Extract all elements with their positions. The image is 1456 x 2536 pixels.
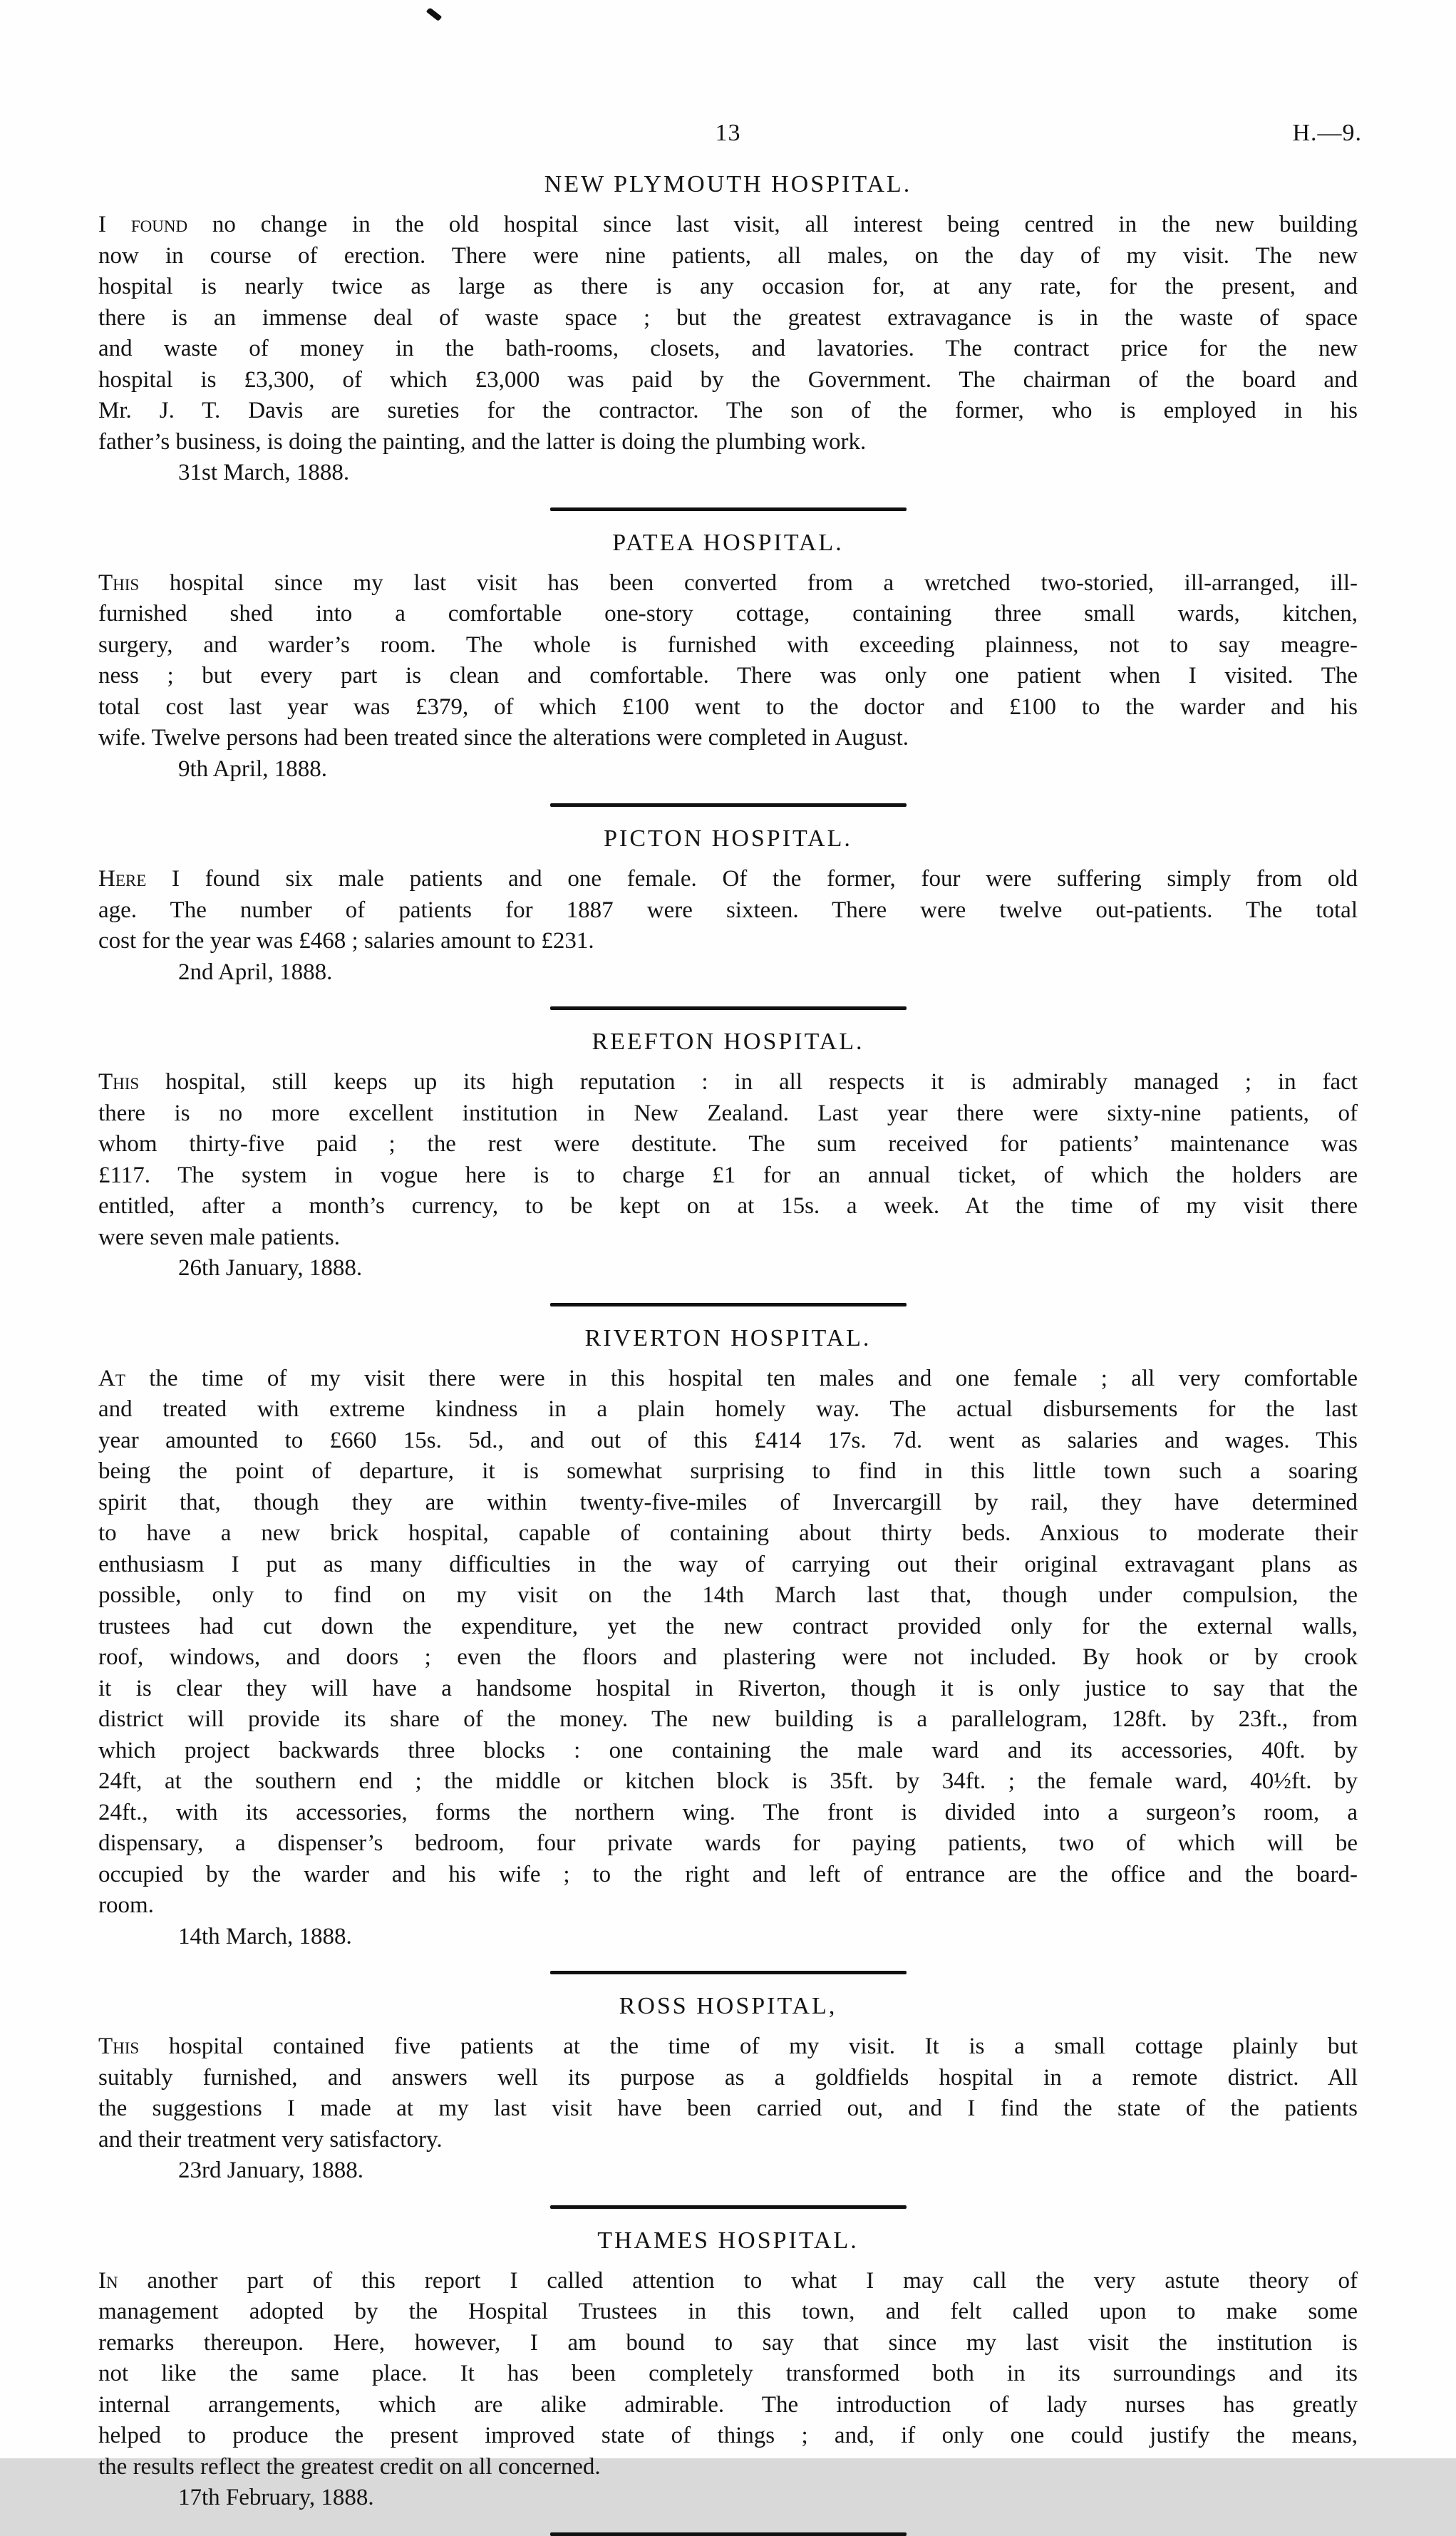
section-paragraph (98, 1067, 1358, 1253)
paragraph-line: internal arrangements, which are alike admirable. The introduction of lady nurses has greatly (98, 2391, 1358, 2418)
section-date: 23rd January, 1888. (178, 2158, 363, 2183)
paragraph-line: which project backwards three blocks : one containing the male ward and its accessories, 40ft. by (98, 1737, 1358, 1763)
paragraph-line: cost for the year was £468 ; salaries amount to £231. (98, 928, 594, 954)
section-paragraph (98, 2031, 1358, 2155)
paragraph-line: age. The number of patients for 1887 were sixteen. There were twelve out-patients. The total (98, 897, 1358, 923)
paragraph-line: district will provide its share of the money. The new building is a parallelogram, 128ft. by 23ft., from (98, 1706, 1358, 1732)
section-divider-rule (550, 1303, 907, 1306)
paragraph-line: Here I found six male patients and one female. Of the former, four were suffering simply from old (98, 866, 1358, 892)
paragraph-line: there is an immense deal of waste space ; but the greatest extravagance is in the waste of space (98, 304, 1358, 331)
paragraph-line: management adopted by the Hospital Trustees in this town, and felt called upon to make some (98, 2299, 1358, 2324)
paragraph-line: This hospital since my last visit has been converted from a wretched two-storied, ill-arranged, ill- (98, 569, 1358, 596)
section-date: 9th April, 1888. (178, 756, 328, 782)
section-divider-rule (550, 1971, 907, 1974)
lead-word: This (98, 569, 140, 596)
section-heading: THAMES HOSPITAL. (597, 2227, 859, 2254)
paragraph-line: I found no change in the old hospital since last visit, all interest being centred in the new building (98, 212, 1358, 237)
text-column (98, 0, 1362, 2536)
paragraph-line: to have a new brick hospital, capable of containing about thirty beds. Anxious to moderate their (98, 1520, 1358, 1546)
section-ross-hospital (98, 1993, 1358, 2209)
paragraph-line: suitably furnished, and answers well its purpose as a goldfields hospital in a remote district. All (98, 2064, 1358, 2091)
section-new-plymouth-hospital (98, 171, 1358, 511)
lead-word: Here (98, 866, 147, 892)
section-date: 26th January, 1888. (178, 1255, 363, 1281)
paragraph-line: occupied by the warder and his wife ; to the right and left of entrance are the office and the board- (98, 1861, 1358, 1887)
paragraph-line: ness ; but every part is clean and comfortable. There was only one patient when I visited. The (98, 663, 1358, 689)
paragraph-line: were seven male patients. (98, 1224, 341, 1250)
section-date: 14th March, 1888. (178, 1923, 352, 1949)
paragraph-line: room. (98, 1892, 154, 1918)
section-date: 17th February, 1888. (178, 2485, 374, 2510)
lead-word: In (98, 2267, 118, 2294)
paragraph-line: hospital is nearly twice as large as there is any occasion for, at any rate, for the present, and (98, 274, 1358, 299)
paragraph-line: there is no more excellent institution in New Zealand. Last year there were sixty-nine patients, of (98, 1100, 1358, 1126)
lead-word: I found (98, 212, 188, 237)
paragraph-line: spirit that, though they are within twenty-five-miles of Invercargill by rail, they have determined (98, 1489, 1358, 1515)
section-paragraph (98, 2266, 1358, 2483)
paragraph-line: surgery, and warder’s room. The whole is furnished with exceeding plainness, not to say meagre- (98, 632, 1358, 658)
paragraph-line: trustees had cut down the expenditure, yet the new contract provided only for the external walls, (98, 1613, 1358, 1639)
paragraph-line: father’s business, is doing the painting, and the latter is doing the plumbing work. (98, 428, 867, 455)
section-patea-hospital (98, 530, 1358, 808)
section-paragraph (98, 864, 1358, 957)
paragraph-line: total cost last year was £379, of which £100 went to the doctor and £100 to the warder and his (98, 694, 1358, 720)
section-date: 31st March, 1888. (178, 460, 350, 485)
section-paragraph (98, 568, 1358, 754)
paragraph-line: Mr. J. T. Davis are sureties for the contractor. The son of the former, who is employed in his (98, 398, 1358, 423)
section-divider-rule (550, 2532, 907, 2536)
section-divider-rule (550, 1006, 907, 1010)
paragraph-line: wife. Twelve persons had been treated since the alterations were completed in August. (98, 725, 909, 751)
paragraph-line: year amounted to £660 15s. 5d., and out of this £414 17s. 7d. went as salaries and wages. This (98, 1427, 1358, 1453)
section-heading: ROSS HOSPITAL, (619, 1993, 837, 2019)
paragraph-line: and treated with extreme kindness in a plain homely way. The actual disbursements for the last (98, 1396, 1358, 1422)
lead-word: At (98, 1365, 125, 1391)
paragraph-line: and waste of money in the bath-rooms, closets, and lavatories. The contract price for the new (98, 336, 1358, 361)
paragraph-line: being the point of departure, it is somewhat surprising to find in this little town such a soaring (98, 1458, 1358, 1484)
section-divider-rule (550, 2205, 907, 2209)
paragraph-line: £117. The system in vogue here is to charge £1 for an annual ticket, of which the holders are (98, 1162, 1358, 1188)
paragraph-line: In another part of this report I called attention to what I may call the very astute theory of (98, 2267, 1358, 2294)
paragraph-line: entitled, after a month’s currency, to be kept on at 15s. a week. At the time of my visit there (98, 1193, 1358, 1219)
paragraph-line: At the time of my visit there were in this hospital ten males and one female ; all very comfortable (98, 1365, 1358, 1391)
page-number: 13 (715, 120, 741, 146)
paragraph-line: This hospital contained five patients at the time of my visit. It is a small cottage plainly but (98, 2034, 1358, 2059)
page-header (98, 120, 1362, 153)
paragraph-line: helped to produce the present improved state of things ; and, if only one could justify the means, (98, 2423, 1358, 2448)
document-reference: H.—9. (1292, 120, 1362, 146)
paragraph-line: whom thirty-five paid ; the rest were destitute. The sum received for patients’ maintenance was (98, 1131, 1358, 1157)
paragraph-line: now in course of erection. There were nine patients, all males, on the day of my visit. The new (98, 242, 1358, 269)
section-heading: RIVERTON HOSPITAL. (584, 1324, 872, 1351)
section-paragraph (98, 1364, 1358, 1922)
section-divider-rule (550, 803, 907, 807)
paragraph-line: This hospital, still keeps up its high reputation : in all respects it is admirably managed ; in fact (98, 1069, 1358, 1095)
section-thames-hospital (98, 2227, 1358, 2536)
paragraph-line: hospital is £3,300, of which £3,000 was paid by the Government. The chairman of the board and (98, 366, 1358, 393)
paragraph-line: remarks thereupon. Here, however, I am bound to say that since my last visit the institution is (98, 2329, 1358, 2356)
section-reefton-hospital (98, 1029, 1358, 1306)
paragraph-line: 24ft., with its accessories, forms the northern wing. The front is divided into a surgeon’s room, a (98, 1799, 1358, 1825)
paragraph-line: not like the same place. It has been completely transformed both in its surroundings and its (98, 2361, 1358, 2386)
paragraph-line: possible, only to find on my visit on the 14th March last that, though under compulsion, the (98, 1582, 1358, 1608)
lead-word: This (98, 1069, 140, 1095)
section-picton-hospital (98, 825, 1358, 1010)
section-paragraph (98, 210, 1358, 458)
paragraph-line: furnished shed into a comfortable one-story cottage, containing three small wards, kitchen, (98, 601, 1358, 627)
section-divider-rule (550, 507, 907, 511)
paragraph-line: dispensary, a dispenser’s bedroom, four private wards for paying patients, two of which will be (98, 1830, 1358, 1856)
section-date: 2nd April, 1888. (178, 959, 333, 985)
paragraph-line: and their treatment very satisfactory. (98, 2126, 443, 2153)
section-heading: REEFTON HOSPITAL. (592, 1029, 864, 1055)
paragraph-line: the suggestions I made at my last visit have been carried out, and I find the state of the patients (98, 2096, 1358, 2121)
section-riverton-hospital (98, 1325, 1358, 1975)
paragraph-line: it is clear they will have a handsome hospital in Riverton, though it is only justice to say that the (98, 1675, 1358, 1701)
paragraph-line: 24ft, at the southern end ; the middle or kitchen block is 35ft. by 34ft. ; the female ward, 40½ft. by (98, 1768, 1358, 1794)
paragraph-line: roof, windows, and doors ; even the floors and plastering were not included. By hook or by crook (98, 1644, 1358, 1670)
section-heading: PICTON HOSPITAL. (604, 825, 852, 852)
section-heading: PATEA HOSPITAL. (612, 529, 844, 556)
lead-word: This (98, 2034, 140, 2059)
paragraph-line: the results reflect the greatest credit on all concerned. (98, 2453, 601, 2480)
section-heading: NEW PLYMOUTH HOSPITAL. (544, 171, 912, 197)
paragraph-line: enthusiasm I put as many difficulties in the way of carrying out their original extravagant plans as (98, 1551, 1358, 1577)
